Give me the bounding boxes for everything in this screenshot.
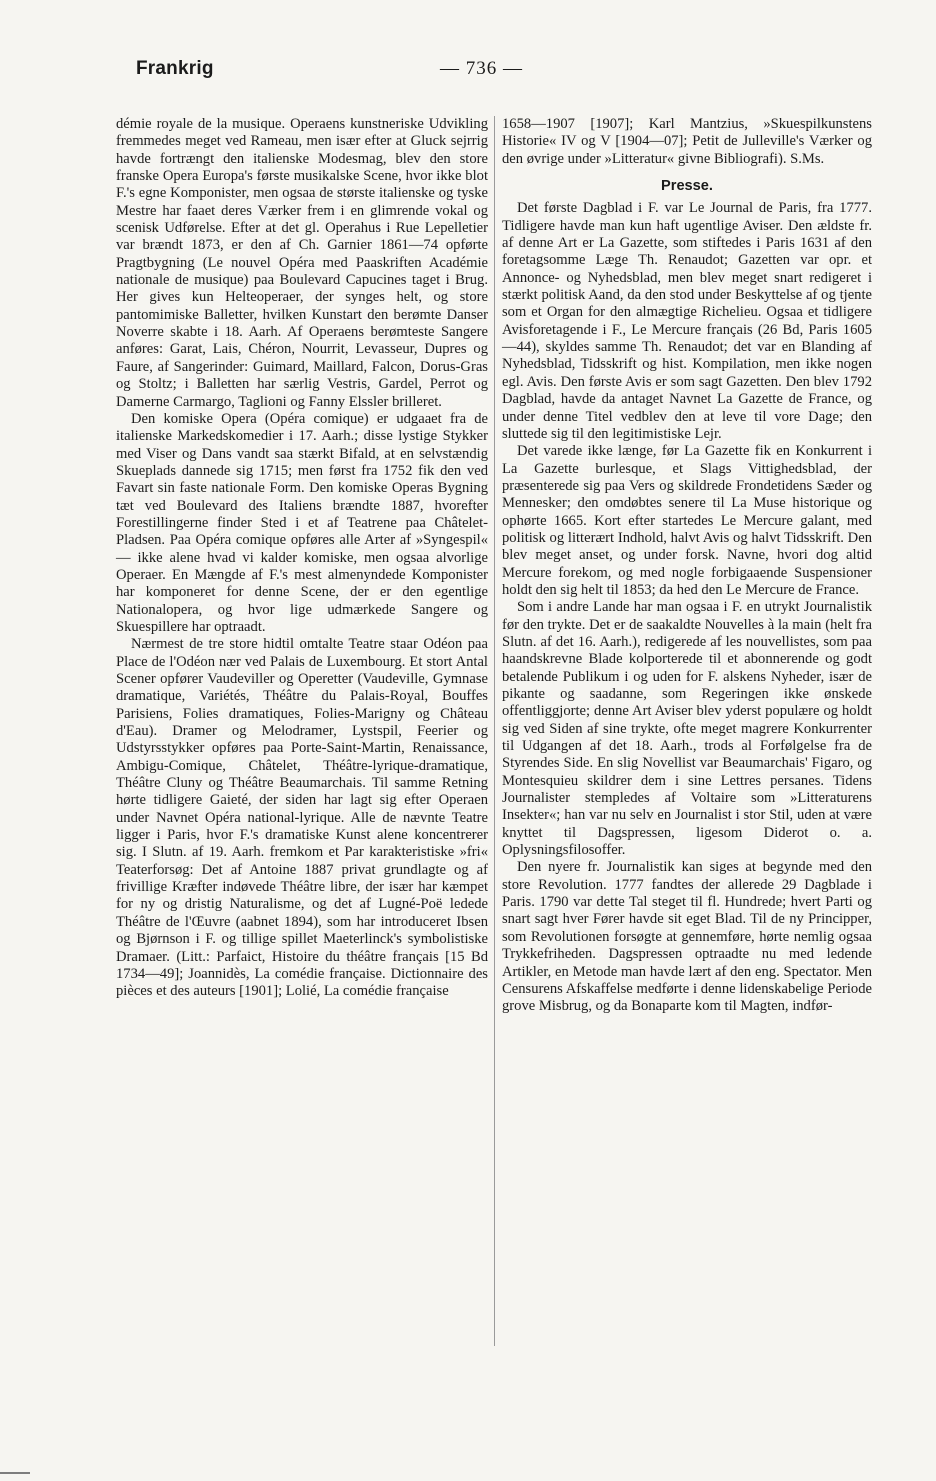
running-header-title: Frankrig bbox=[136, 58, 214, 79]
column-divider bbox=[494, 116, 495, 1346]
paragraph-continued: 1658—1907 [1907]; Karl Mantzius, »Skuespilkunstens Historie« IV og V [1904—07]; Petit de Julleville's Værker og den øvrige under »Litteratur« givne Bibliografi). S.Ms. bbox=[502, 116, 872, 167]
right-text-column bbox=[502, 116, 872, 1016]
paragraph-revolution-journalism: Den nyere fr. Journalistik kan siges at begynde med den store Revolution. 1777 fandtes der allerede 29 Dagblade i Paris. 1790 var dette Tal steget til fl. Hundrede; hvert Parti og snart sagt hver Fører havde sit eget Blad. Til de ny Principper, som Revolutionen forsøgte at gennemføre, hørte nemlig ogsaa Trykkefriheden. Dagspressen optraadte nu med ledende Artikler, en Metode man havde lært af den eng. Spectator. Men Censurens Afskaffelse medførte i denne lidenskabelige Periode grove Misbrug, og da Bonaparte kom til Magten, indfør- bbox=[502, 859, 872, 1015]
paragraph-first-daily: Det første Dagblad i F. var Le Journal de Paris, fra 1777. Tidligere havde man kun haft ugentlige Aviser. Den ældste fr. af denne Art er La Gazette, som stiftedes i Paris 1631 af den foretagsomme Læge Th. Renaudot; Gazetten var opr. et Annonce- og Nyhedsblad, men blev meget snart redigeret i stærkt politisk Aand, da den stod under Beskyttelse af og tjente som et Organ for den almægtige Richelieu. Ogsaa et tidligere Avisforetagende i F., Le Mercure français (26 Bd, Paris 1605—44), skyldes samme Th. Renaudot; det var en Blanding af Nyhedsblad, Tidsskrift og hist. Kompilation, men ikke nogen egl. Avis. Den første Avis er som sagt Gazetten. Den blev 1792 Dagblad, havde da antaget Navnet La Gazette de France, og under denne Titel vedblev den at leve til vore Dage; den sluttede sig til den legitimistiske Lejr. bbox=[502, 200, 872, 442]
left-text-column bbox=[116, 116, 488, 1001]
section-heading-presse: Presse. bbox=[661, 178, 713, 195]
paragraph-continued: démie royale de la musique. Operaens kunstneriske Udvikling fremmedes meget ved Rameau, men især efter at Gluck sejrrig havde fortrængt den italienske Modesmag, blev den store franske Opera Europa's første musikalske Scene, hvor ikke blot F.'s egne Komponister, men ogsaa de største italienske og tyske Mestre har faaet deres Værker frem i en glimrende vokal og scenisk Udførelse. Efter at det gl. Operahus i Rue Lepelletier var brændt 1873, er den af Ch. Garnier 1861—74 opførte Pragtbygning (Le nouvel Opéra med Paaskriften Académie nationale de musique) paa Boulevard Capucines taget i Brug. Her gives kun Helteoperaer, der synges helt, og store pantomimiske Balletter, hvilken Kunstart den berømte Danser Noverre skabte i 18. Aarh. Af Operaens berømteste Sangere anføres: Garat, Lais, Chéron, Nourrit, Levasseur, Dupres og Faure, af Sangerinder: Guimard, Maillard, Falcon, Dorus-Gras og Stoltz; i Balletten har særlig Vestris, Gardel, Perrot og Damerne Carmargo, Taglioni og Fanny Elssler brilleret. bbox=[116, 116, 488, 410]
paragraph-gazette-burlesque: Det varede ikke længe, før La Gazette fik en Konkurrent i La Gazette burlesque, et Slags Vittighedsblad, der præsenterede sig paa Vers og skildrede Frondetidens Sæder og Mennesker; den omdøbtes senere til La Muse historique og ophørte 1665. Kort efter startedes Le Mercure galant, med politisk og litterært Indhold, halvt Avis og halvt Tidsskrift. Den blev meget anset, og under forsk. Navne, hvori dog altid Mercure forekom, og med nogle forbigaaende Suspensioner holdt den sig helt til 1853; da hed den Le Mercure de France. bbox=[502, 443, 872, 598]
scan-edge-mark bbox=[0, 1472, 30, 1474]
page-number: — 736 — bbox=[440, 58, 523, 79]
paragraph-theatres: Nærmest de tre store hidtil omtalte Teatre staar Odéon paa Place de l'Odéon nær ved Palais de Luxembourg. Et stort Antal Scener opfører Vaudeviller og Operetter (Vaudeville, Gymnase dramatique, Variétés, Théâtre du Palais-Royal, Bouffes Parisiens, Folies dramatiques, Folies-Marigny og Château d'Eau). Dramer og Melodramer, Lystspil, Feerier og Udstyrsstykker opføres paa Porte-Saint-Martin, Renaissance, Ambigu-Comique, Châtelet, Théâtre-lyrique-dramatique, Théâtre Cluny og Théâtre Beaumarchais. Til samme Retning hørte tidligere Gaieté, der siden har lagt sig efter Operaen under Navnet Opéra national-lyrique. Alle de nævnte Teatre ligger i Paris, hvor F.'s dramatiske Kunst alene koncentrerer sig. I Slutn. af 19. Aarh. fremkom et Par karakteristiske »fri« Teaterforsøg: Det af Antoine 1887 privat grundlagte og af frivillige Kræfter indøvede Théâtre libre, der især har kæmpet for ny og dristig Naturalisme, og det af Lugné-Poë ledede Théâtre de l'Œuvre (aabnet 1894), som har introduceret Ibsen og Bjørnson i F. og tillige spillet Maeterlinck's symbolistiske Dramaer. (Litt.: Parfaict, Histoire du théâtre français [15 Bd 1734—49]; Joannidès, La comédie française. Dictionnaire des pièces et des auteurs [1901]; Lolié, La comédie française bbox=[116, 636, 488, 1000]
paragraph-nouvelles-a-la-main: Som i andre Lande har man ogsaa i F. en utrykt Journalistik før den trykte. Det er de saakaldte Nouvelles à la main (helt fra Slutn. af det 16. Aarh.), redigerede af les nouvellistes, som paa haandskrevne Blade kolporterede til et abonnerende og godt betalende Publikum i og uden for F. alskens Nyheder, især de pikante og saadanne, som Regeringen ikke ønskede offentliggjorte; denne Art Aviser blev yderst populære og holdt sig ved Siden af sine trykte, ofte meget magrere Konkurrenter til Udgangen af det 18. Aarh., trods al Forfølgelse fra de Styrendes Side. En slig Novellist var Beaumarchais' Figaro, og Montesquieu skildrer dem i sine Lettres persanes. Tidens Journalister stempledes af Voltaire som »Litteraturens Insekter«; han var nu selv en Journalist i stor Stil, uden at være knyttet til Dagspressen, ligesom Diderot o. a. Oplysningsfilosoffer. bbox=[502, 599, 872, 859]
paragraph-opera-comique: Den komiske Opera (Opéra comique) er udgaaet fra de italienske Markedskomedier i 17. Aarh.; disse lystige Stykker med Viser og Dans vandt saa stærkt Bifald, at en selvstændig Skueplads dannede sig 1715; men først fra 1752 fik den ved Favart sin faste nationale Form. Den komiske Operas Bygning tæt ved Boulevard des Italiens brændte 1887, hvorefter Forestillingerne finder Sted i et af Teatrene paa Châtelet-Pladsen. Paa Opéra comique opføres alle Arter af »Syngespil« — ikke alene hvad vi kalder komiske, men ogsaa alvorlige Operaer. En Mængde af F.'s mest almenyndede Komponister har komponeret for denne Scene, der er den egentlige Nationalopera, og hvor lige udmærkede Sangere og Skuespillere har optraadt. bbox=[116, 410, 488, 635]
